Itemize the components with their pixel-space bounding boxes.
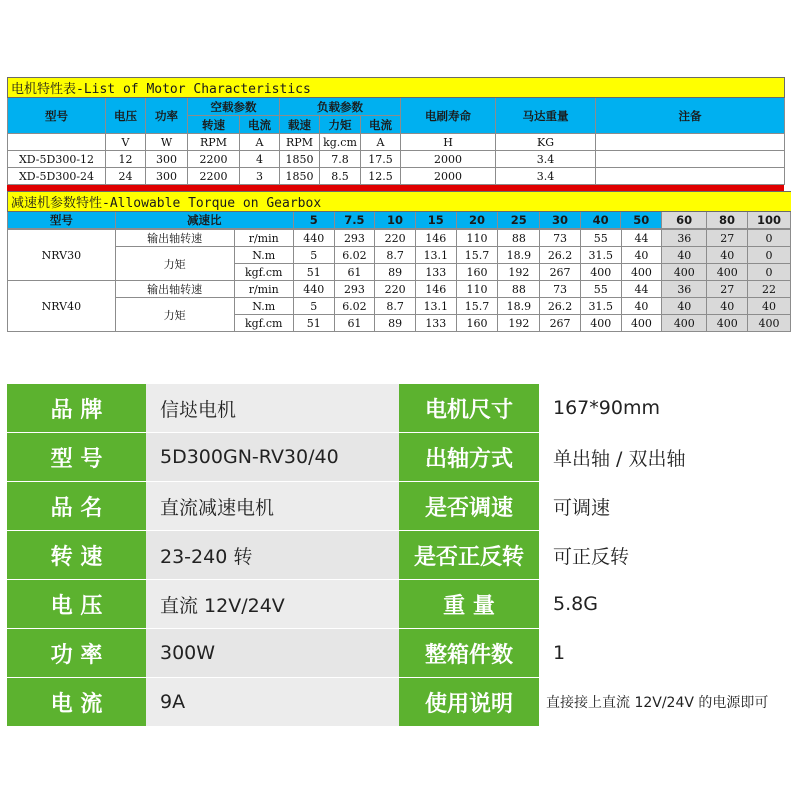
cell-noload-current: 3: [240, 168, 280, 185]
value-cell: 18.9: [498, 247, 540, 264]
value-cell: 61: [334, 315, 375, 332]
value-cell: 400: [707, 315, 748, 332]
value-cell: 73: [540, 230, 581, 247]
gearbox-table-title: 减速机参数特性-Allowable Torque on Gearbox: [8, 192, 791, 212]
value-cell: 40: [621, 247, 662, 264]
cell-load-torque: 8.5: [320, 168, 361, 185]
unit-cell: A: [361, 134, 401, 151]
cell-load-current: 17.5: [361, 151, 401, 168]
value-cell: 160: [456, 315, 498, 332]
motor-characteristics-table: [7, 77, 785, 185]
cell-noload-speed: 2200: [188, 168, 240, 185]
header-load-torque: 力矩: [320, 116, 361, 134]
table-row: [8, 298, 791, 315]
value-cell: 40: [662, 247, 707, 264]
cell-load-speed: 1850: [280, 168, 320, 185]
spec-sheet: [7, 384, 793, 727]
ratio-header-cell: 20: [456, 212, 498, 229]
value-cell: 36: [662, 281, 707, 298]
value-cell: 440: [293, 281, 334, 298]
value-cell: 89: [375, 315, 416, 332]
header-load: 负载参数: [280, 98, 401, 116]
spec-value: 23-240 转: [160, 545, 253, 568]
value-cell: 5: [293, 247, 334, 264]
cell-note: [596, 168, 785, 185]
value-cell: 31.5: [580, 298, 621, 315]
row-label: 输出轴转速: [115, 230, 234, 247]
value-cell: 18.9: [498, 298, 540, 315]
spec-label: 转 速: [7, 531, 146, 579]
value-cell: 51: [293, 315, 334, 332]
unit-cell: RPM: [280, 134, 320, 151]
spec-value: 5D300GN-RV30/40: [160, 446, 339, 468]
header-power: 功率: [146, 98, 188, 134]
unit-cell: kg.cm: [320, 134, 361, 151]
gearbox-values: [7, 229, 791, 332]
unit-cell: V: [106, 134, 146, 151]
cell-brush-life: 2000: [401, 168, 496, 185]
value-cell: 5: [293, 298, 334, 315]
value-cell: 36: [662, 230, 707, 247]
row-label: 输出轴转速: [115, 281, 234, 298]
cell-voltage: 24: [106, 168, 146, 185]
spec-value: 信垯电机: [160, 398, 237, 421]
cell-noload-speed: 2200: [188, 151, 240, 168]
ratio-header-cell: 100: [747, 212, 790, 229]
ratio-header-cell: 50: [621, 212, 662, 229]
value-cell: 293: [334, 230, 375, 247]
header-voltage: 电压: [106, 98, 146, 134]
value-cell: 146: [415, 230, 456, 247]
value-cell: 0: [748, 247, 791, 264]
value-cell: 8.7: [375, 298, 416, 315]
value-cell: 26.2: [540, 247, 581, 264]
value-cell: 27: [707, 281, 748, 298]
header-weight: 马达重量: [496, 98, 596, 134]
value-cell: 6.02: [334, 298, 375, 315]
table-row: [8, 281, 791, 298]
table-row: [8, 247, 791, 264]
value-cell: 192: [498, 264, 540, 281]
header-noload-speed: 转速: [188, 116, 240, 134]
value-cell: 220: [375, 281, 416, 298]
ratio-header-cell: 10: [375, 212, 416, 229]
spec-label: 出轴方式: [399, 433, 539, 481]
value-cell: 400: [621, 315, 662, 332]
value-cell: 400: [580, 315, 621, 332]
spec-label: 品 名: [7, 482, 146, 530]
spec-label: 电 压: [7, 580, 146, 628]
value-cell: 0: [748, 230, 791, 247]
spec-row: [7, 678, 793, 726]
header-noload: 空载参数: [188, 98, 280, 116]
value-cell: 400: [621, 264, 662, 281]
spec-row: [7, 580, 793, 628]
value-cell: 267: [540, 264, 581, 281]
value-cell: 40: [621, 298, 662, 315]
gear-header-model: 型号: [8, 212, 116, 229]
cell-load-speed: 1850: [280, 151, 320, 168]
value-cell: 400: [707, 264, 748, 281]
gear-model: NRV30: [8, 230, 116, 281]
unit-cell: H: [401, 134, 496, 151]
spec-row: [7, 629, 793, 677]
unit-cell: N.m: [234, 247, 293, 264]
spec-label: 品 牌: [7, 384, 146, 432]
value-cell: 110: [456, 230, 498, 247]
cell-load-current: 12.5: [361, 168, 401, 185]
spec-row: [7, 531, 793, 579]
spec-value: 300W: [160, 642, 216, 664]
cell-weight: 3.4: [496, 151, 596, 168]
value-cell: 0: [748, 264, 791, 281]
gear-model: NRV40: [8, 281, 116, 332]
unit-cell: r/min: [234, 230, 293, 247]
value-cell: 293: [334, 281, 375, 298]
cell-noload-current: 4: [240, 151, 280, 168]
header-load-speed: 载速: [280, 116, 320, 134]
spec-value: 单出轴 / 双出轴: [553, 447, 686, 470]
value-cell: 26.2: [540, 298, 581, 315]
ratio-header-cell: 7.5: [334, 212, 375, 229]
value-cell: 55: [580, 230, 621, 247]
value-cell: 15.7: [456, 247, 498, 264]
spec-value: 直流减速电机: [160, 496, 275, 519]
cell-brush-life: 2000: [401, 151, 496, 168]
units-row: [8, 134, 785, 151]
cell-model: XD-5D300-12: [8, 151, 106, 168]
header-note: 注备: [596, 98, 785, 134]
value-cell: 40: [662, 298, 707, 315]
value-cell: 40: [748, 298, 791, 315]
spec-value: 9A: [160, 691, 186, 713]
value-cell: 8.7: [375, 247, 416, 264]
unit-cell: A: [240, 134, 280, 151]
unit-cell: kgf.cm: [234, 315, 293, 332]
unit-cell: RPM: [188, 134, 240, 151]
row-label: 力矩: [115, 298, 234, 332]
unit-cell: [596, 134, 785, 151]
cell-model: XD-5D300-24: [8, 168, 106, 185]
value-cell: 22: [748, 281, 791, 298]
value-cell: 220: [375, 230, 416, 247]
value-cell: 160: [456, 264, 498, 281]
cell-weight: 3.4: [496, 168, 596, 185]
row-label: 力矩: [115, 247, 234, 281]
value-cell: 40: [707, 247, 748, 264]
value-cell: 400: [662, 264, 707, 281]
value-cell: 27: [707, 230, 748, 247]
ratio-header-cell: 80: [707, 212, 748, 229]
spec-value: 直接接上直流 12V/24V 的电源即可: [546, 695, 769, 711]
value-cell: 400: [662, 315, 707, 332]
value-cell: 55: [580, 281, 621, 298]
cell-power: 300: [146, 151, 188, 168]
spec-value: 直流 12V/24V: [160, 594, 285, 617]
table-row: [8, 151, 785, 168]
gearbox-torque-table: [7, 191, 791, 229]
spec-row: [7, 433, 793, 481]
spec-label: 电机尺寸: [399, 384, 539, 432]
table-row: [8, 230, 791, 247]
header-model: 型号: [8, 98, 106, 134]
spec-label: 电 流: [7, 678, 146, 726]
spec-value: 可正反转: [553, 545, 630, 568]
value-cell: 6.02: [334, 247, 375, 264]
value-cell: 13.1: [415, 298, 456, 315]
header-brush-life: 电刷寿命: [401, 98, 496, 134]
value-cell: 73: [540, 281, 581, 298]
value-cell: 89: [375, 264, 416, 281]
value-cell: 267: [540, 315, 581, 332]
value-cell: 400: [580, 264, 621, 281]
spec-value: 5.8G: [553, 593, 598, 615]
value-cell: 146: [415, 281, 456, 298]
value-cell: 13.1: [415, 247, 456, 264]
unit-cell: N.m: [234, 298, 293, 315]
spec-label: 功 率: [7, 629, 146, 677]
spec-value: 167*90mm: [553, 397, 660, 419]
gear-header-ratio: 减速比: [115, 212, 293, 229]
spec-label: 重 量: [399, 580, 539, 628]
value-cell: 31.5: [580, 247, 621, 264]
value-cell: 44: [621, 230, 662, 247]
value-cell: 440: [293, 230, 334, 247]
value-cell: 51: [293, 264, 334, 281]
cell-load-torque: 7.8: [320, 151, 361, 168]
spec-value: 1: [553, 642, 566, 664]
spec-row: [7, 384, 793, 432]
ratio-header-cell: 30: [540, 212, 581, 229]
header-load-current: 电流: [361, 116, 401, 134]
value-cell: 133: [415, 264, 456, 281]
value-cell: 192: [498, 315, 540, 332]
header-noload-current: 电流: [240, 116, 280, 134]
value-cell: 88: [498, 281, 540, 298]
spec-value: 可调速: [553, 496, 611, 519]
table-row: [8, 168, 785, 185]
value-cell: 88: [498, 230, 540, 247]
unit-cell: W: [146, 134, 188, 151]
unit-cell: r/min: [234, 281, 293, 298]
ratio-header-cell: 40: [580, 212, 621, 229]
spec-label: 是否调速: [399, 482, 539, 530]
value-cell: 400: [748, 315, 791, 332]
spec-label: 型 号: [7, 433, 146, 481]
value-cell: 110: [456, 281, 498, 298]
spec-label: 使用说明: [399, 678, 539, 726]
cell-note: [596, 151, 785, 168]
ratio-header-cell: 15: [415, 212, 456, 229]
motor-table-title: 电机特性表-List of Motor Characteristics: [8, 78, 785, 98]
value-cell: 133: [415, 315, 456, 332]
cell-voltage: 12: [106, 151, 146, 168]
value-cell: 44: [621, 281, 662, 298]
value-cell: 15.7: [456, 298, 498, 315]
spec-label: 是否正反转: [399, 531, 539, 579]
ratio-header-cell: 25: [498, 212, 540, 229]
spec-label: 整箱件数: [399, 629, 539, 677]
unit-cell: [8, 134, 106, 151]
characteristics-section: [7, 77, 784, 332]
value-cell: 61: [334, 264, 375, 281]
spec-row: [7, 482, 793, 530]
value-cell: 40: [707, 298, 748, 315]
ratio-header-cell: 5: [293, 212, 334, 229]
ratio-header-cell: 60: [662, 212, 707, 229]
unit-cell: kgf.cm: [234, 264, 293, 281]
unit-cell: KG: [496, 134, 596, 151]
cell-power: 300: [146, 168, 188, 185]
